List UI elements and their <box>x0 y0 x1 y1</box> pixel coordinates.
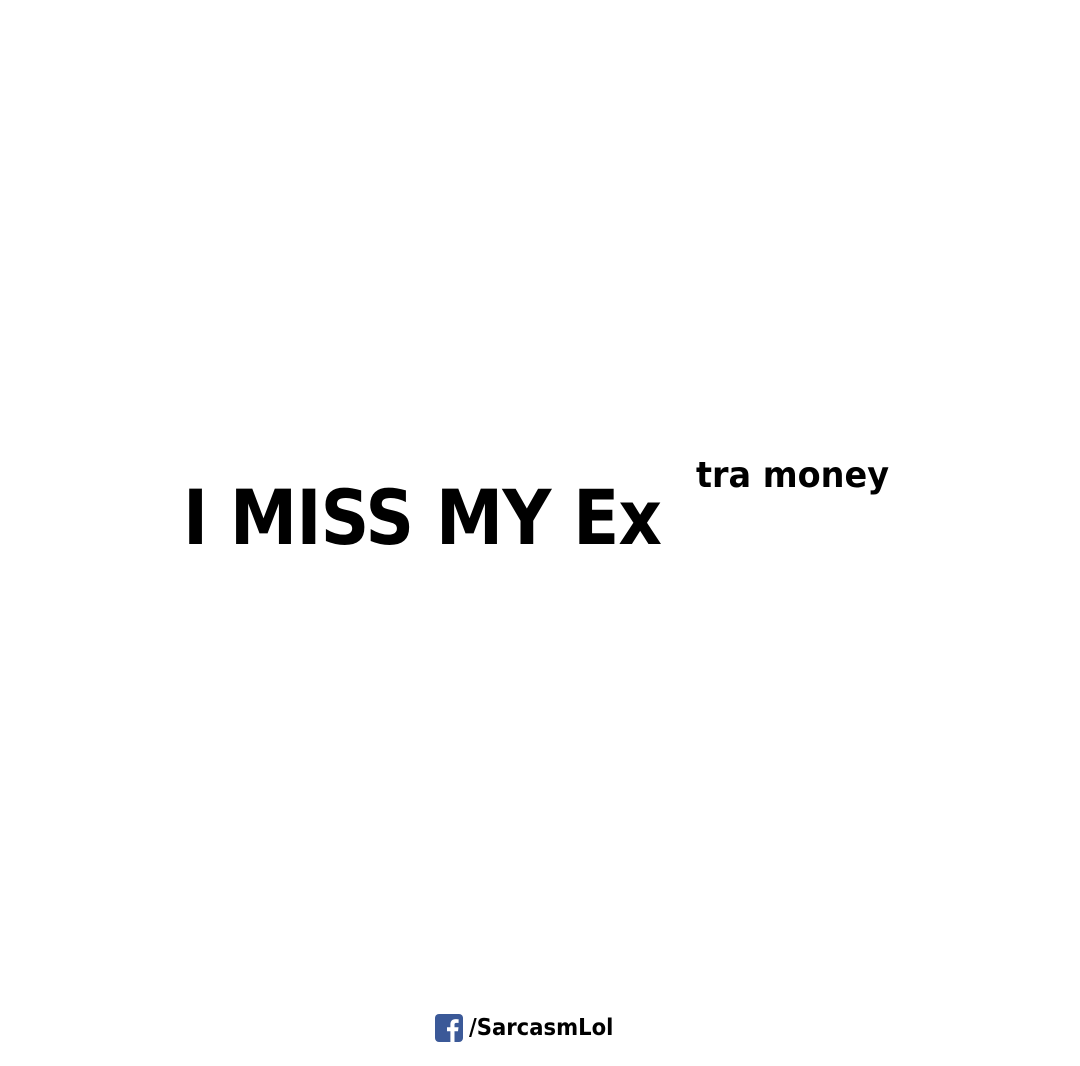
meme-headline: I MISS MY Ex <box>183 473 662 562</box>
page-handle: /SarcasmLol <box>469 1014 614 1041</box>
meme-superscript: tra money <box>696 455 890 496</box>
facebook-icon <box>435 1014 463 1042</box>
footer-credit <box>435 1012 626 1044</box>
